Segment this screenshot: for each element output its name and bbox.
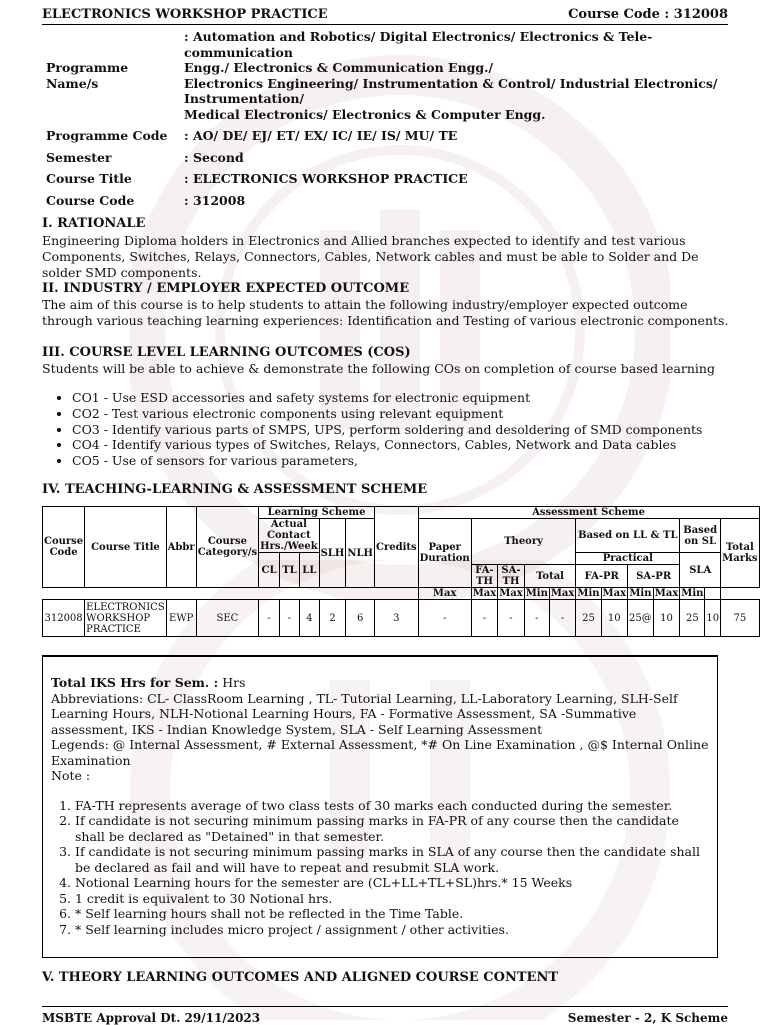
info-value: : 312008 bbox=[184, 192, 246, 208]
list-item: 2. If candidate is not securing minimum passing marks in FA-PR of any course then the candidate shall be declared as "Detained" in that semester. bbox=[75, 813, 709, 844]
info-row-course-title bbox=[46, 171, 726, 187]
section-theory-outcomes-title: V. THEORY LEARNING OUTCOMES AND ALIGNED COURSE CONTENT bbox=[42, 970, 558, 985]
th-course-title: Course Title bbox=[85, 507, 167, 588]
note-label: Note : bbox=[51, 768, 91, 783]
legends-text: Legends: @ Internal Assessment, # External Assessment, *# On Line Examination , @$ Internal Online Examination bbox=[51, 737, 709, 768]
th-total-marks: Total Marks bbox=[721, 519, 759, 588]
th-min: Min bbox=[629, 588, 652, 599]
cell-total-marks: 75 bbox=[721, 600, 759, 637]
th-based-ll-tl: Based on LL & TL bbox=[576, 519, 680, 553]
list-item: 3. If candidate is not securing minimum passing marks in SLA of any course then the candidate shall be declared as fail and will have to repeat and resubmit SLA work. bbox=[75, 844, 709, 875]
industry-text: The aim of this course is to help students to attain the following industry/employer expected outcome through various teaching learning experiences: Identification and Testing of various electronic components. bbox=[42, 297, 729, 328]
cell-sa-pr-max: 25@ bbox=[628, 600, 654, 637]
info-label: Programme Code bbox=[46, 128, 168, 143]
info-label: Semester bbox=[46, 149, 112, 165]
list-item: 1. FA-TH represents average of two class tests of 30 marks each conducted during the semester. bbox=[75, 798, 709, 814]
page-footer bbox=[42, 1006, 728, 1025]
th-nlh: NLH bbox=[346, 519, 375, 588]
th-min: Min bbox=[681, 588, 704, 599]
th-credits: Credits bbox=[375, 507, 419, 588]
th-ll: LL bbox=[300, 553, 320, 588]
cell-credits: 3 bbox=[375, 600, 419, 637]
cell-sla-min: 10 bbox=[705, 600, 721, 637]
th-min: Min bbox=[577, 588, 600, 599]
cell-ll: 4 bbox=[300, 600, 320, 637]
th-max: Max bbox=[550, 588, 575, 599]
info-row-semester bbox=[46, 150, 726, 166]
list-item: 6. * Self learning hours shall not be reflected in the Time Table. bbox=[75, 906, 709, 922]
info-value bbox=[184, 29, 726, 122]
info-value-line: Instrumentation/ bbox=[184, 91, 305, 106]
iks-value: Hrs bbox=[218, 675, 246, 690]
cos-intro: Students will be able to achieve & demonstrate the following COs on completion of course based learning bbox=[42, 361, 715, 376]
cell-total-min: - bbox=[549, 600, 576, 637]
list-item: 5. 1 credit is equivalent to 30 Notional hrs. bbox=[75, 891, 709, 907]
cell-sa-pr-min: 10 bbox=[653, 600, 680, 637]
th-sla: SLA bbox=[680, 553, 721, 588]
table-row bbox=[43, 600, 760, 637]
cell-code: 312008 bbox=[43, 600, 85, 637]
notes-box bbox=[42, 655, 718, 958]
footer-semester: Semester - 2, K Scheme bbox=[567, 1011, 728, 1025]
header-course-code: Course Code : 312008 bbox=[568, 6, 728, 22]
cell-fa-pr-max: 25 bbox=[576, 600, 601, 637]
info-row-programme-name bbox=[46, 29, 726, 122]
th-assessment-scheme: Assessment Scheme bbox=[418, 507, 759, 519]
th-sa-pr: SA-PR bbox=[628, 565, 680, 588]
th-max: Max bbox=[418, 588, 471, 600]
rationale-text: Engineering Diploma holders in Electronics and Allied branches expected to identify and test various Components, Switches, Relays, Connectors, Cables, Network cables and must be able to Solder and De solder SMD components. bbox=[42, 233, 699, 280]
list-item: 4. Notional Learning hours for the semester are (CL+LL+TL+SL)hrs.* 15 Weeks bbox=[75, 875, 709, 891]
cell-fa-th-max: - bbox=[471, 600, 498, 637]
page-header bbox=[42, 4, 728, 25]
list-item: • CO5 - Use of sensors for various parameters, bbox=[72, 453, 732, 469]
th-based-sl: Based on SL bbox=[680, 519, 721, 553]
th-actual-contact: Actual Contact Hrs./Week bbox=[260, 519, 318, 552]
programme-info bbox=[46, 29, 726, 208]
info-row-programme-code bbox=[46, 128, 726, 144]
list-item: • CO3 - Identify various parts of SMPS, UPS, perform soldering and desoldering of SMD components bbox=[72, 422, 732, 438]
th-max: Max bbox=[499, 588, 523, 599]
notes-list bbox=[51, 798, 709, 938]
th-learning-scheme: Learning Scheme bbox=[259, 507, 375, 519]
iks-line bbox=[51, 675, 709, 691]
th-max: Max bbox=[654, 588, 679, 599]
cell-title: ELECTRONICS WORKSHOP PRACTICE bbox=[86, 601, 165, 635]
cell-fa-pr-min: 10 bbox=[601, 600, 628, 637]
info-value-line: Medical Electronics/ Electronics & Computer Engg. bbox=[184, 106, 546, 122]
th-fa-pr: FA-PR bbox=[576, 565, 628, 588]
notes-content bbox=[43, 657, 717, 937]
section-industry-title: II. INDUSTRY / EMPLOYER EXPECTED OUTCOME bbox=[42, 281, 410, 296]
cell-nlh: 6 bbox=[346, 600, 375, 637]
footer-approval: MSBTE Approval Dt. 29/11/2023 bbox=[42, 1011, 261, 1025]
th-abbr: Abbr bbox=[166, 507, 196, 588]
header-title: ELECTRONICS WORKSHOP PRACTICE bbox=[42, 6, 328, 22]
th-total: Total bbox=[524, 565, 576, 588]
cell-sla-max: 25 bbox=[680, 600, 705, 637]
section-scheme-title: IV. TEACHING-LEARNING & ASSESSMENT SCHEME bbox=[42, 482, 428, 497]
th-category: Course Category/s bbox=[196, 507, 258, 588]
info-value-line: Engg./ Electronics & Communication Engg./ bbox=[184, 60, 494, 75]
th-course-code: Course Code bbox=[43, 507, 85, 588]
section-rationale-title: I. RATIONALE bbox=[42, 216, 146, 231]
th-theory: Theory bbox=[471, 519, 576, 565]
cell-abbr: EWP bbox=[166, 600, 196, 637]
cell-category: SEC bbox=[196, 600, 258, 637]
th-spacer bbox=[43, 588, 419, 600]
th-min: Min bbox=[525, 588, 548, 599]
list-item: • CO4 - Identify various types of Switches, Relays, Connectors, Cables, Network and Data cables bbox=[72, 437, 732, 453]
list-item: • CO2 - Test various electronic components using relevant equipment bbox=[72, 406, 732, 422]
cell-slh: 2 bbox=[319, 600, 346, 637]
cell-paper-duration: - bbox=[418, 600, 471, 637]
section-cos-title: III. COURSE LEVEL LEARNING OUTCOMES (COS) bbox=[42, 345, 411, 360]
cell-total-max: - bbox=[524, 600, 549, 637]
cell-sa-th-max: - bbox=[498, 600, 525, 637]
list-item: • CO1 - Use ESD accessories and safety systems for electronic equipment bbox=[72, 390, 732, 406]
info-row-course-code bbox=[46, 193, 726, 209]
info-value-line: : Automation and Robotics/ Digital Electronics/ Electronics & Tele-communication bbox=[184, 29, 653, 60]
teaching-assessment-scheme-table bbox=[42, 506, 760, 637]
th-cl: CL bbox=[259, 553, 280, 588]
th-fa-th: FA-TH bbox=[471, 565, 498, 588]
th-max: Max bbox=[472, 588, 497, 599]
info-label: Programme Name/s bbox=[46, 60, 129, 91]
th-slh: SLH bbox=[319, 519, 346, 588]
iks-label: Total IKS Hrs for Sem. : bbox=[51, 675, 219, 690]
info-value: : Second bbox=[184, 149, 244, 165]
info-value-line: Electronics Engineering/ Instrumentation & Control/ Industrial Electronics/ bbox=[184, 75, 718, 91]
th-spacer bbox=[705, 588, 721, 600]
cell-tl: - bbox=[279, 600, 299, 637]
th-sa-th: SA-TH bbox=[498, 565, 525, 588]
info-value: : AO/ DE/ EJ/ ET/ EX/ IC/ IE/ IS/ MU/ TE bbox=[184, 128, 458, 143]
info-label: Course Title bbox=[46, 171, 132, 186]
th-tl: TL bbox=[279, 553, 299, 588]
list-item: 7. * Self learning includes micro project / assignment / other activities. bbox=[75, 922, 709, 938]
cell-cl: - bbox=[259, 600, 280, 637]
info-value: : ELECTRONICS WORKSHOP PRACTICE bbox=[184, 171, 468, 186]
th-paper-duration: Paper Duration bbox=[418, 519, 471, 588]
th-practical: Practical bbox=[576, 553, 680, 565]
info-label: Course Code bbox=[46, 192, 135, 208]
th-max: Max bbox=[602, 588, 627, 599]
abbreviations-text: Abbreviations: CL- ClassRoom Learning , TL- Tutorial Learning, LL-Laboratory Learning, SLH-Self Learning Hours, NLH-Notional Learning Hours, FA - Formative Assessment, SA -Summative assessment, IKS - Indian Knowledge System, SLA - Self Learning Assessment bbox=[51, 690, 678, 737]
cos-list bbox=[42, 390, 732, 469]
